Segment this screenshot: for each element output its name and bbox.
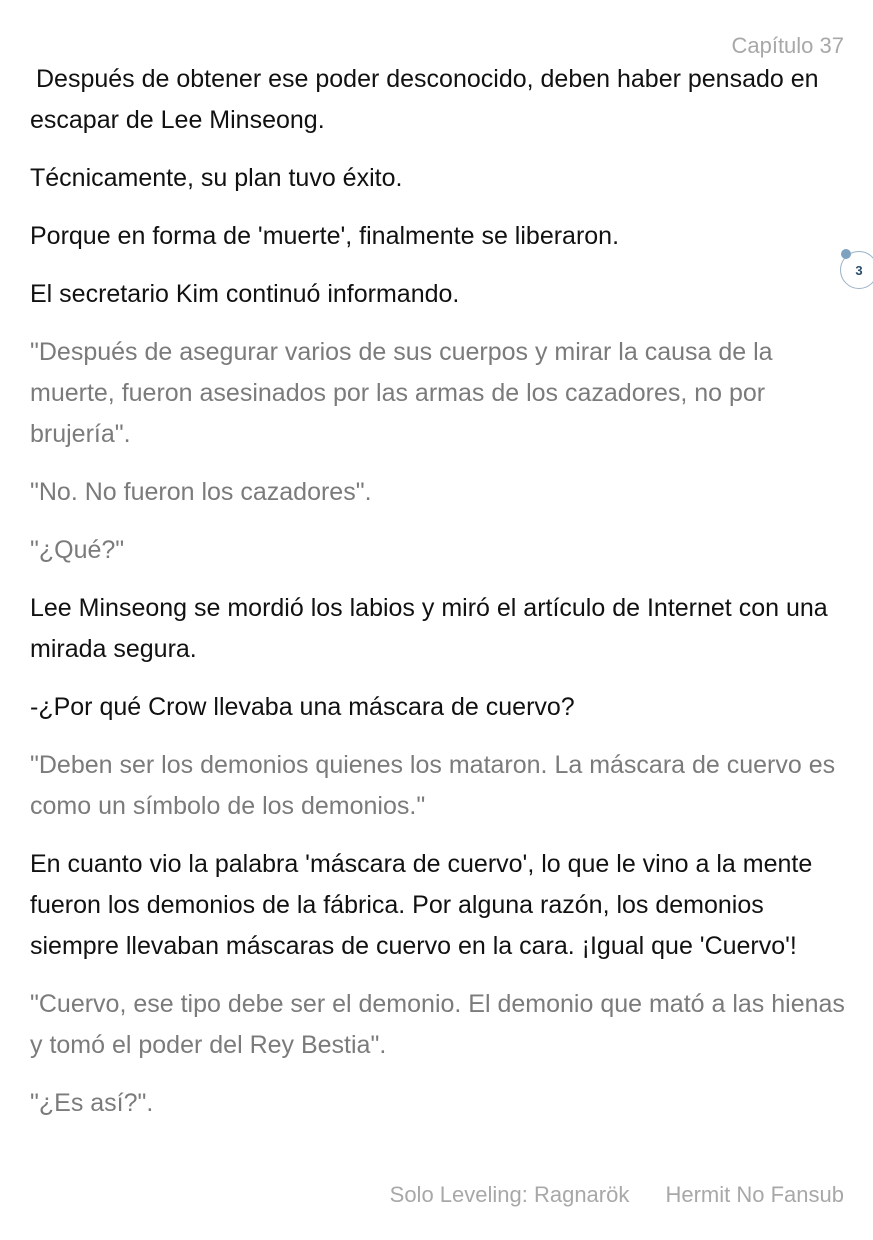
paragraph-5: "Después de asegurar varios de sus cuerpos y mirar la causa de la muerte, fueron asesinados por las armas de los cazadores, no por brujería". [30,338,773,448]
footer-title: Solo Leveling: Ragnarök [389,1182,630,1207]
paragraph-8: Lee Minseong se mordió los labios y miró el artículo de Internet con una mirada segura. [30,594,828,663]
paragraph-4: El secretario Kim continuó informando. [30,280,460,308]
paragraph-9: -¿Por qué Crow llevaba una máscara de cuervo? [30,693,575,721]
paragraph-11: En cuanto vio la palabra 'máscara de cuervo', lo que le vino a la mente fueron los demonios de la fábrica. Por alguna razón, los demonios siempre llevaban máscaras de cuervo en la cara. ¡Igual que 'Cuervo'! [30,850,813,960]
footer-credit: Hermit No Fansub [665,1182,844,1207]
page-indicator-dot-icon [841,249,851,259]
paragraph-2: Técnicamente, su plan tuvo éxito. [30,164,403,192]
paragraph-13: "¿Es así?". [30,1089,154,1117]
paragraph-1: Después de obtener ese poder desconocido, deben haber pensado en escapar de Lee Minseong. [30,65,819,134]
chapter-label: Capítulo 37 [731,33,844,58]
paragraph-6: "No. No fueron los cazadores". [30,478,372,506]
paragraph-10: "Deben ser los demonios quienes los mataron. La máscara de cuervo es como un símbolo de los demonios." [30,751,836,820]
chapter-text [30,59,845,1141]
footer [390,1182,844,1208]
paragraph-12: "Cuervo, ese tipo debe ser el demonio. El demonio que mató a las hienas y tomó el poder del Rey Bestia". [30,990,845,1059]
paragraph-3: Porque en forma de 'muerte', finalmente se liberaron. [30,222,620,250]
paragraph-7: "¿Qué?" [30,536,125,564]
page-number-badge[interactable]: 3 [840,251,873,289]
